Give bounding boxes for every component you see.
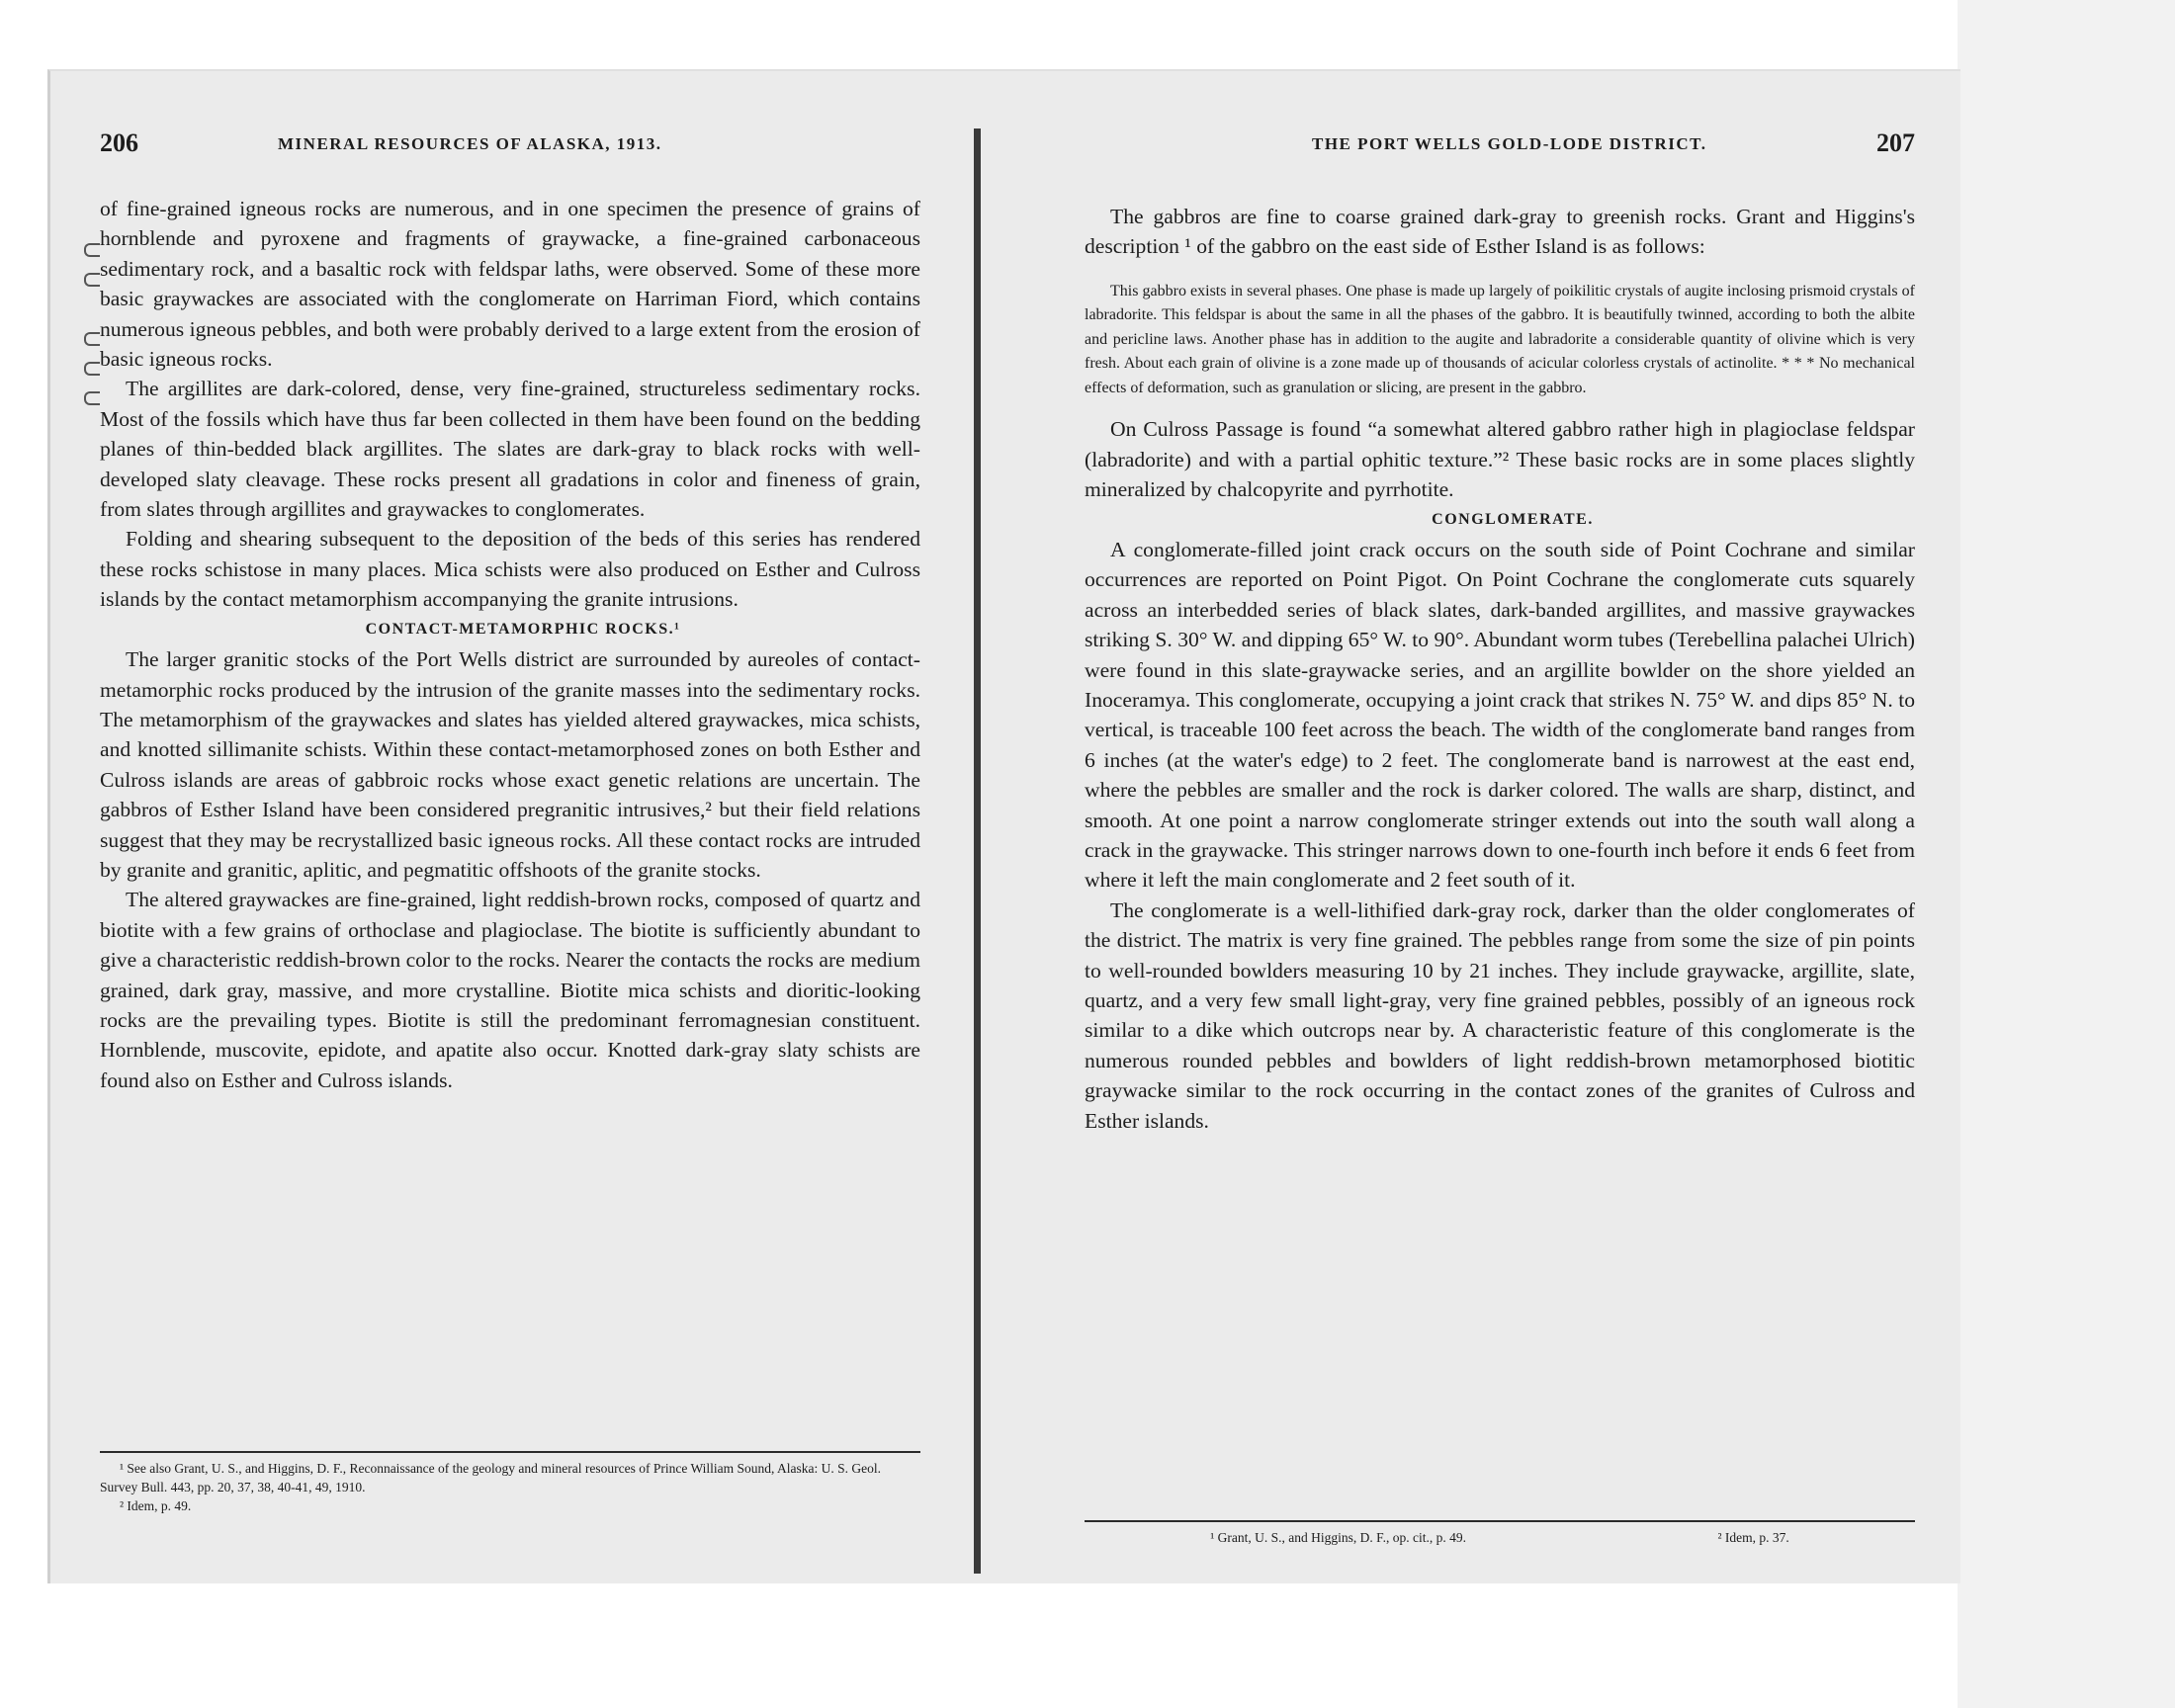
left-footnotes — [100, 1451, 920, 1515]
book-gutter — [974, 128, 981, 1574]
paragraph: The argillites are dark-colored, dense, very fine-grained, structureless sedimentary rocks. Most of the fossils which have thus far been collected in them have been found on the bedding planes of thin-bedded black argillites. The slates are dark-gray to black rocks with well-developed slaty cleavage. These rocks present all gradations in color and fineness of grain, from slates through argillites and graywackes to conglomerates. — [100, 377, 920, 522]
right-running-title: THE PORT WELLS GOLD-LODE DISTRICT. — [1312, 134, 1707, 153]
right-page-number: 207 — [1876, 128, 1915, 157]
paragraph: of fine-grained igneous rocks are numerous, and in one specimen the presence of grains of hornblende and pyroxene and fragments of graywacke, a fine-grained carbonaceous sedimentary rock, and a basaltic rock with feldspar laths, were observed. Some of these more basic graywackes are associated with the conglomerate on Harriman Fiord, which contains numerous igneous pebbles, and both were probably derived to a large extent from the erosion of basic igneous rocks. — [100, 197, 920, 372]
left-body-top — [100, 194, 920, 1095]
right-running-head — [1085, 128, 1915, 168]
section-heading-contact: CONTACT-METAMORPHIC ROCKS.¹ — [365, 620, 681, 638]
paragraph: Folding and shearing subsequent to the deposition of the beds of this series has rendered these rocks schistose in many places. Mica schists were also produced on Esther and Culross islands by the contact metamorphism accompanying the granite intrusions. — [100, 527, 920, 612]
margin-bracket-marks — [84, 237, 100, 474]
paragraph: The conglomerate is a well-lithified dark-gray rock, darker than the older conglomerates of the district. The matrix is very fine grained. The pebbles range from some the size of pin points to well-rounded bowlders measuring 10 by 21 inches. They include graywacke, argillite, slate, quartz, and a very few small light-gray, very fine grained pebbles, possibly of an igneous rock similar to a dike which outcrops near by. A characteristic feature of this conglomerate is the numerous rounded pebbles and bowlders of light reddish-brown metamorphosed biotitic graywacke similar to the rock occurring in the contact zones of the granites of Culross and Esther islands. — [1085, 897, 1915, 1133]
section-heading-conglomerate: CONGLOMERATE. — [1432, 510, 1594, 528]
footnote: ¹ See also Grant, U. S., and Higgins, D. F., Reconnaissance of the geology and mineral resources of Prince William Sound, Alaska: U. S. Geol. Survey Bull. 443, pp. 20, 37, 38, 40-41, 49, 1910. — [100, 1461, 882, 1494]
footnote: ² Idem, p. 37. — [1717, 1530, 1789, 1545]
paragraph: On Culross Passage is found “a somewhat altered gabbro rather high in plagioclase feldspar (labradorite) and with a partial ophitic texture.”² These basic rocks are in some places slightly mineralized by chalcopyrite and pyrrhotite. — [1085, 417, 1915, 502]
left-page — [100, 71, 920, 1583]
scanner-margin — [1958, 0, 2175, 1708]
scanned-spread — [47, 69, 1960, 1583]
paragraph: A conglomerate-filled joint crack occurs on the south side of Point Cochrane and similar occurrences are reported on Point Pigot. On Point Cochrane the conglomerate cuts squarely across an interbedded series of black slates, dark-banded argillites, and massive graywackes striking S. 30° W. and dipping 65° W. to 90°. Abundant worm tubes (Terebellina palachei Ulrich) were found in this slate-graywacke series, and an argillite bowlder on the shore yielded an Inoceramya. This conglomerate, occupying a joint crack that strikes N. 75° W. and dips 85° N. to vertical, is traceable 100 feet across the beach. The width of the conglomerate band ranges from 6 inches (at the water's edge) to 2 feet. The conglomerate band is narrowest at the east end, where the pebbles are smaller and the rock is darker colored. The walls are sharp, distinct, and smooth. At one point a narrow conglomerate stringer extends out into the south wall along a crack in the graywacke. This stringer narrows down to one-fourth inch before it ends 6 feet from where it left the main conglomerate and 2 feet south of it. — [1085, 537, 1915, 893]
paragraph: The altered graywackes are fine-grained, light reddish-brown rocks, composed of quartz and biotite with a few grains of orthoclase and plagioclase. The biotite is sufficiently abundant to give a characteristic reddish-brown color to the rocks. Nearer the contacts the rocks are medium grained, dark gray, massive, and more crystalline. Biotite mica schists and dioritic-looking rocks are the prevailing types. Biotite is still the predominant ferromagnesian constituent. Hornblende, muscovite, epidote, and apatite also occur. Knotted dark-gray slaty schists are found also on Esther and Culross islands. — [100, 888, 920, 1092]
paragraph: The larger granitic stocks of the Port Wells district are surrounded by aureoles of contact-metamorphic rocks produced by the intrusion of the granite masses into the sedimentary rocks. The metamorphism of the graywackes and slates has yielded altered graywackes, mica schists, and knotted sillimanite schists. Within these contact-metamorphosed zones on both Esther and Culross islands are areas of gabbroic rocks whose exact genetic relations are uncertain. The gabbros of Esther Island have been considered pregranitic intrusives,² but their field relations suggest that they may be recrystallized basic igneous rocks. All these contact rocks are intruded by granite and granitic, aplitic, and pegmatitic offshoots of the granite stocks. — [100, 647, 920, 882]
block-quote — [1085, 280, 1915, 401]
footnote: ¹ Grant, U. S., and Higgins, D. F., op. cit., p. 49. — [1210, 1530, 1466, 1545]
paragraph: The gabbros are fine to coarse grained dark-gray to greenish rocks. Grant and Higgins's description ¹ of the gabbro on the east side of Esther Island is as follows: — [1085, 205, 1915, 259]
footnote: ² Idem, p. 49. — [120, 1498, 192, 1513]
right-body — [1085, 202, 1915, 1136]
right-page — [1085, 71, 1915, 1583]
footnote-row — [1085, 1528, 1915, 1547]
quote-text: This gabbro exists in several phases. One phase is made up largely of poikilitic crystals of augite inclosing prismoid crystals of labradorite. This feldspar is about the same in all the phases of the gabbro. It is beautifully twinned, according to both the albite and pericline laws. Another phase has in addition to the augite and labradorite a considerable quantity of olivine which is very fresh. About each grain of olivine is a zone made up of thousands of acicular colorless crystals of actinolite. * * * No mechanical effects of deformation, such as granulation or slicing, are present in the gabbro. — [1085, 282, 1915, 396]
left-page-number: 206 — [100, 128, 138, 157]
right-footnotes — [1085, 1520, 1915, 1547]
left-running-title: MINERAL RESOURCES OF ALASKA, 1913. — [278, 134, 662, 153]
left-running-head — [100, 128, 920, 168]
